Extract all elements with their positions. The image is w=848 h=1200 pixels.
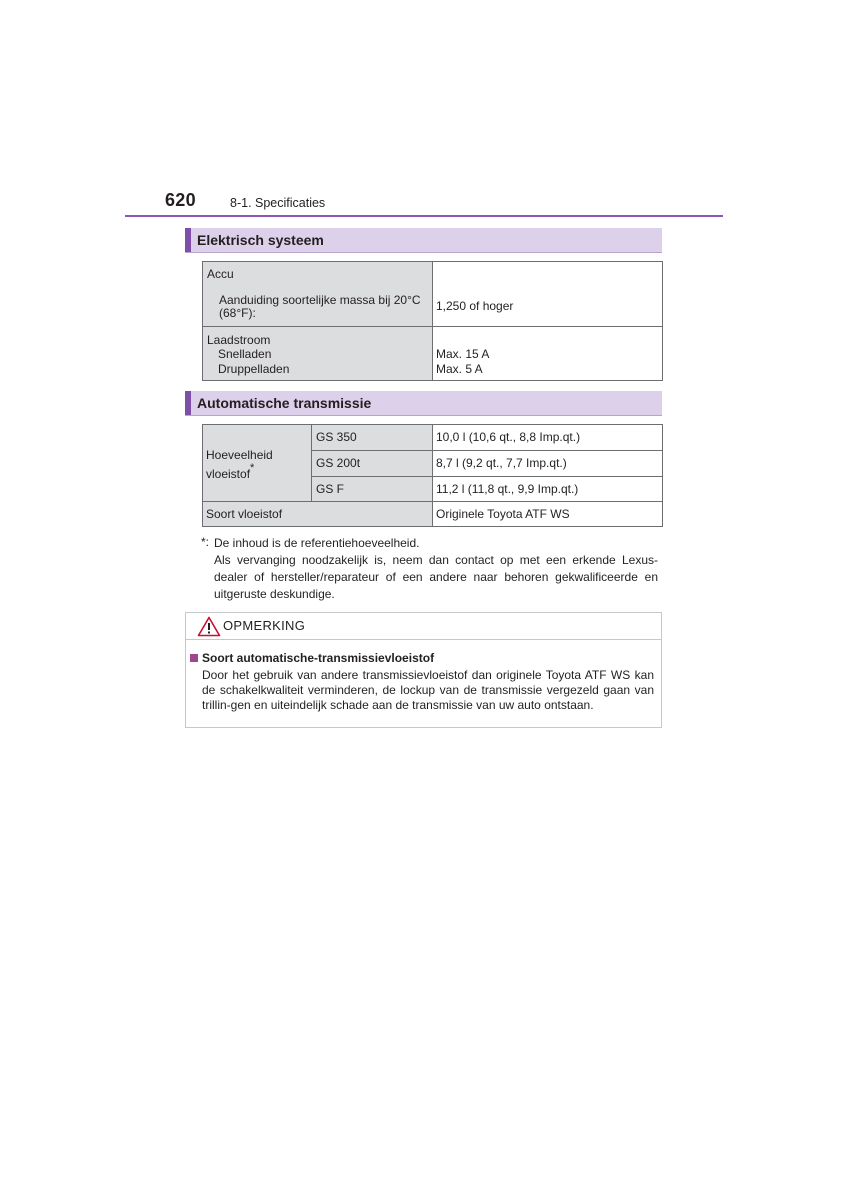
cell-title: Soort vloeistof	[206, 507, 283, 521]
cell-model: GS 200t	[316, 456, 361, 470]
heading-accent-bar	[185, 391, 191, 415]
footnote-paragraph: Als vervanging noodzakelijk is, neem dan contact op met een erkende Lexus-dealer of hersteller/reparateur of een andere naar behoren gekwalificeerde en uitgeruste deskundige.	[214, 553, 658, 601]
section-heading-text: Elektrisch systeem	[197, 232, 324, 248]
section-heading-transmission	[185, 391, 662, 416]
table-cell-value	[432, 261, 663, 327]
cell-title: Accu	[207, 267, 234, 281]
cell-model: GS 350	[316, 430, 357, 444]
section-heading-electrical	[185, 228, 662, 253]
table-cell-value	[432, 326, 663, 381]
footnote-text: De inhoud is de referentiehoeveelheid.	[214, 536, 420, 550]
note-title: OPMERKING	[223, 618, 306, 633]
cell-subtitle: (68°F):	[219, 306, 256, 320]
cell-title: Hoeveelheid	[206, 448, 273, 462]
footnote-mark: *:	[201, 535, 210, 549]
table-cell-label	[202, 501, 433, 527]
table-cell-value	[432, 450, 663, 477]
cell-value: 10,0 l (10,6 qt., 8,8 Imp.qt.)	[436, 430, 581, 444]
heading-accent-bar	[185, 228, 191, 252]
table-cell-model	[311, 450, 433, 477]
note-body: Door het gebruik van andere transmissievloeistof dan originele Toyota ATF WS kan de schakelkwaliteit verminderen, de lockup van de transmissie vergezeld gaan van trillin-gen en uiteindelijk schade aan de transmissie van uw auto ontstaan.	[202, 668, 654, 712]
footnote-mark: *	[250, 462, 255, 474]
cell-title-text: vloeistof	[206, 467, 251, 481]
cell-value: 8,7 l (9,2 qt., 7,7 Imp.qt.)	[436, 456, 567, 470]
cell-subtitle: Snelladen	[218, 347, 272, 361]
cell-title: Laadstroom	[207, 333, 271, 347]
table-cell-value	[432, 424, 663, 451]
section-reference: 8-1. Specificaties	[230, 196, 326, 210]
table-cell-label	[202, 326, 433, 381]
cell-model: GS F	[316, 482, 345, 496]
square-bullet-icon	[190, 654, 198, 662]
cell-subtitle: Druppelladen	[218, 362, 290, 376]
table-cell-label	[202, 424, 312, 502]
cell-value: Originele Toyota ATF WS	[436, 507, 570, 521]
header-divider	[125, 215, 723, 217]
table-cell-label	[202, 261, 433, 327]
section-heading-text: Automatische transmissie	[197, 395, 372, 411]
cell-value: Max. 5 A	[436, 362, 483, 376]
page-number: 620	[165, 190, 196, 210]
table-cell-value	[432, 501, 663, 527]
cell-value: 11,2 l (11,8 qt., 9,9 Imp.qt.)	[436, 482, 579, 496]
table-cell-value	[432, 476, 663, 502]
cell-title	[206, 463, 254, 481]
warning-triangle-icon	[197, 616, 221, 637]
note-header-divider	[186, 639, 661, 640]
cell-value: Max. 15 A	[436, 347, 490, 361]
table-cell-model	[311, 476, 433, 502]
cell-value: 1,250 of hoger	[436, 299, 514, 313]
note-subtitle: Soort automatische-transmissievloeistof	[202, 651, 435, 665]
table-cell-model	[311, 424, 433, 451]
cell-subtitle: Aanduiding soortelijke massa bij 20°C	[219, 293, 421, 307]
